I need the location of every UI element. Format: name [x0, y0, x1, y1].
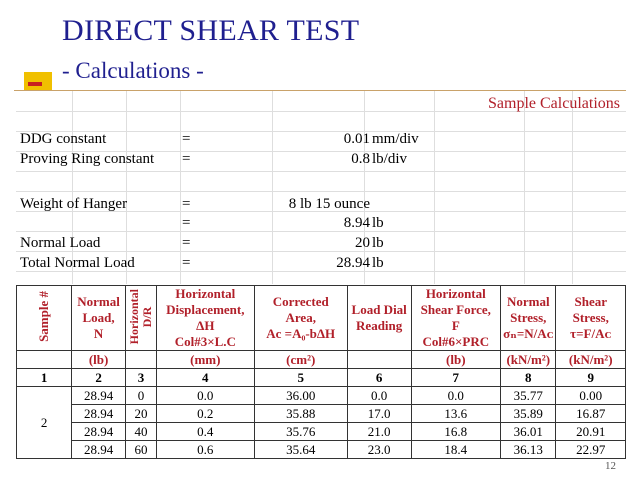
- column-number-cell: 3: [125, 369, 156, 387]
- column-number-cell: 7: [411, 369, 501, 387]
- constant-row: [20, 235, 620, 255]
- unit-cell: [17, 351, 72, 369]
- header-cell: [501, 286, 556, 351]
- table-cell: 0.4: [156, 423, 254, 441]
- column-number-cell: 4: [156, 369, 254, 387]
- header-line: Load,: [82, 310, 115, 325]
- unit-cell: (lb): [72, 351, 126, 369]
- header-cell: [17, 286, 72, 351]
- unit-cell: (kN/m²): [501, 351, 556, 369]
- table-cell: 0.0: [156, 387, 254, 405]
- row-value: 8.94: [343, 215, 370, 231]
- unit-cell: (mm): [156, 351, 254, 369]
- sample-calculations-heading: Sample Calculations: [488, 95, 620, 112]
- header-cell: [254, 286, 347, 351]
- column-number-cell: 2: [72, 369, 126, 387]
- slide-subtitle: - Calculations -: [62, 58, 204, 83]
- header-line: Shear Force,: [420, 302, 491, 317]
- table-cell: 0.0: [411, 387, 501, 405]
- column-number-cell: 9: [556, 369, 626, 387]
- header-line: Shear: [574, 294, 607, 309]
- table-cell: 21.0: [347, 423, 411, 441]
- header-line: τ=F/Aᴄ: [570, 326, 612, 341]
- header-line: D/R: [139, 306, 154, 327]
- header-line: Col#6×PRC: [422, 334, 490, 349]
- header-line: Stress,: [510, 310, 547, 325]
- constant-row: [20, 196, 620, 216]
- grid-line: [16, 191, 626, 192]
- table-row: [17, 423, 626, 441]
- table-cell: 35.77: [501, 387, 556, 405]
- header-line: N: [93, 326, 104, 341]
- constant-row: [20, 255, 620, 275]
- header-line: Horizontal: [425, 286, 486, 301]
- header-cell: [556, 286, 626, 351]
- row-value: 28.94: [336, 255, 370, 271]
- table-cell: 35.89: [501, 405, 556, 423]
- unit-cell: [347, 351, 411, 369]
- row-equals: =: [182, 131, 191, 147]
- header-line: Normal: [77, 294, 120, 309]
- column-number-cell: 8: [501, 369, 556, 387]
- row-label: Normal Load: [20, 235, 101, 251]
- header-cell: [156, 286, 254, 351]
- header-cell: [347, 286, 411, 351]
- header-line: Corrected: [272, 294, 329, 309]
- table-cell: 36.01: [501, 423, 556, 441]
- header-line: Stress,: [572, 310, 609, 325]
- table-row: [17, 441, 626, 459]
- row-unit: lb/div: [372, 151, 408, 167]
- header-row: [17, 286, 626, 351]
- column-number-cell: 6: [347, 369, 411, 387]
- header-cell: [125, 286, 156, 351]
- header-line: Ac =A₀-bΔH: [266, 326, 336, 341]
- row-unit: mm/div: [372, 131, 419, 147]
- header-cell: [411, 286, 501, 351]
- table-cell: 40: [125, 423, 156, 441]
- table-cell: 0.00: [556, 387, 626, 405]
- table-cell: 0.2: [156, 405, 254, 423]
- row-value: 20: [355, 235, 370, 251]
- constant-row: [20, 131, 620, 151]
- row-value: 8 lb 15 ounce: [288, 196, 370, 212]
- unit-cell: (kN/m²): [556, 351, 626, 369]
- table-cell: 28.94: [72, 405, 126, 423]
- header-line: Horizontal: [175, 286, 236, 301]
- table-cell: 23.0: [347, 441, 411, 459]
- table-cell: 28.94: [72, 387, 126, 405]
- table-cell: 20: [125, 405, 156, 423]
- unit-cell: [125, 351, 156, 369]
- unit-cell: (cm²): [254, 351, 347, 369]
- constant-row: [20, 215, 620, 235]
- table-cell: 35.64: [254, 441, 347, 459]
- header-sample-label: Sample #: [36, 290, 52, 342]
- row-equals: =: [182, 151, 191, 167]
- table-cell: 16.87: [556, 405, 626, 423]
- header-line: Area,: [285, 310, 316, 325]
- shear-test-table: [16, 285, 626, 459]
- header-horizontal-dr: [128, 289, 154, 344]
- row-unit: lb: [372, 235, 384, 251]
- sample-id-cell: 2: [17, 387, 72, 459]
- accent-mark: [28, 82, 42, 86]
- column-number-cell: 5: [254, 369, 347, 387]
- header-line: Displacement,: [166, 302, 245, 317]
- table-cell: 0.6: [156, 441, 254, 459]
- table-cell: 36.13: [501, 441, 556, 459]
- header-line: Normal: [506, 294, 550, 309]
- table-cell: 28.94: [72, 423, 126, 441]
- unit-cell: (lb): [411, 351, 501, 369]
- column-number-row: [17, 369, 626, 387]
- row-equals: =: [182, 196, 191, 212]
- table-cell: 20.91: [556, 423, 626, 441]
- table-cell: 18.4: [411, 441, 501, 459]
- table-cell: 17.0: [347, 405, 411, 423]
- units-row: [17, 351, 626, 369]
- table-cell: 22.97: [556, 441, 626, 459]
- header-line: ΔH: [196, 318, 215, 333]
- row-value: 0.8: [351, 151, 370, 167]
- row-label: DDG constant: [20, 131, 107, 147]
- row-equals: =: [182, 215, 191, 231]
- table-cell: 0: [125, 387, 156, 405]
- table-cell: 60: [125, 441, 156, 459]
- page-number: 12: [605, 460, 616, 472]
- table-cell: 35.76: [254, 423, 347, 441]
- table-cell: 0.0: [347, 387, 411, 405]
- header-line: Horizontal: [126, 288, 141, 345]
- header-cell: [72, 286, 126, 351]
- table-cell: 36.00: [254, 387, 347, 405]
- header-line: F: [451, 318, 460, 333]
- table-row: [17, 405, 626, 423]
- row-equals: =: [182, 235, 191, 251]
- table-cell: 28.94: [72, 441, 126, 459]
- column-number-cell: 1: [17, 369, 72, 387]
- worksheet: [16, 91, 626, 284]
- row-label: Proving Ring constant: [20, 151, 155, 167]
- header-line: Reading: [356, 318, 403, 333]
- header-line: Load Dial: [351, 302, 407, 317]
- header-line: Col#3×L.C: [174, 334, 236, 349]
- slide-title: DIRECT SHEAR TEST: [62, 14, 360, 47]
- row-unit: lb: [372, 255, 384, 271]
- table-row: [17, 387, 626, 405]
- row-equals: =: [182, 255, 191, 271]
- table-cell: 13.6: [411, 405, 501, 423]
- constant-row: [20, 151, 620, 171]
- table-cell: 35.88: [254, 405, 347, 423]
- row-label: Weight of Hanger: [20, 196, 128, 212]
- row-value: 0.01: [343, 131, 370, 147]
- header-line: σₙ=N/Aᴄ: [503, 326, 554, 341]
- table-cell: 16.8: [411, 423, 501, 441]
- grid-line: [16, 171, 626, 172]
- row-unit: lb: [372, 215, 384, 231]
- row-label: Total Normal Load: [20, 255, 135, 271]
